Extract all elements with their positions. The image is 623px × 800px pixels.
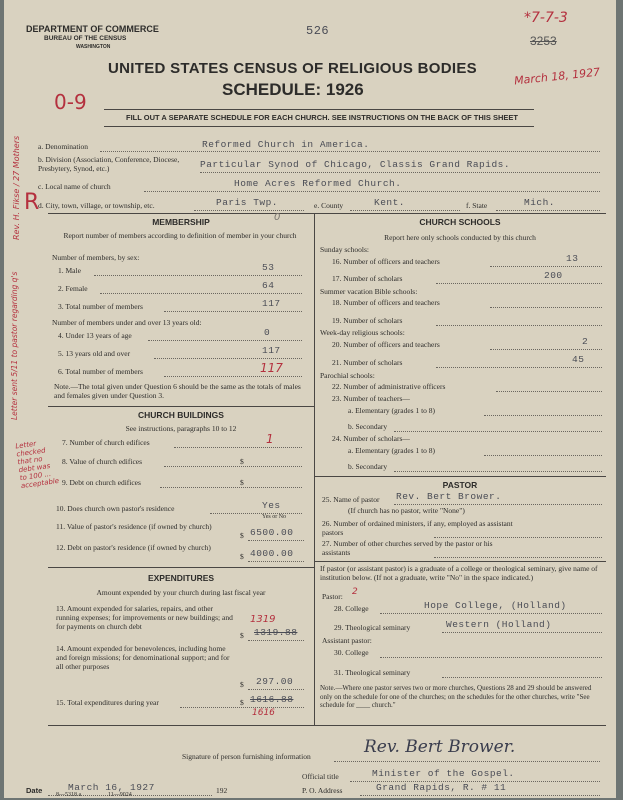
q15-red-correction: 1616 (252, 708, 275, 718)
q12-label: 12. Debt on pastor's residence (if owned by church) (56, 543, 211, 552)
q22-label: 22. Number of administrative officers (332, 382, 446, 391)
official-title-label: Official title (302, 772, 339, 781)
margin-note-r: R (24, 190, 40, 215)
q28-label: 28. College (334, 604, 369, 613)
signature: Rev. Bert Brower. (364, 737, 516, 757)
city-name: WASHINGTON (76, 44, 111, 50)
bureau-name: BUREAU OF THE CENSUS (44, 35, 127, 42)
division-value: Particular Synod of Chicago, Classis Grand Rapids. (200, 159, 511, 170)
corner-mark: *7-7-3 (524, 10, 568, 26)
q21-label: 21. Number of scholars (332, 358, 403, 367)
q13-label: 13. Amount expended for salaries, repairs, and other running expenses; for improvements or new buildings; and for payments on church debt (56, 604, 233, 631)
q17-label: 17. Number of scholars (332, 274, 403, 283)
q6-value: 117 (260, 361, 283, 375)
q4-label: 4. Under 13 years of age (58, 331, 132, 340)
q21-value: 45 (572, 354, 585, 365)
q11-label: 11. Value of pastor's residence (if owned by church) (56, 522, 212, 531)
pastor-title: PASTOR (442, 480, 478, 490)
received-date-note: March 18, 1927 (513, 65, 601, 88)
denomination-value: Reformed Church in America. (202, 139, 370, 150)
q1-label: 1. Male (58, 266, 81, 275)
q16-label: 16. Number of officers and teachers (332, 257, 440, 266)
q31-label: 31. Theological seminary (334, 668, 411, 677)
expenditures-title: EXPENDITURES (147, 573, 215, 583)
q16-value: 13 (566, 253, 579, 264)
county-label: e. County (314, 201, 344, 210)
q8-label: 8. Value of church edifices (62, 457, 143, 466)
q15-label: 15. Total expenditures during year (56, 698, 159, 707)
po-address-label: P. O. Address (302, 786, 343, 795)
pastor-subheading: Pastor: (322, 592, 343, 601)
membership-note: Note.—The total given under Question 6 should be the same as the totals of males and females given under Question 3. (54, 382, 301, 400)
state-label: f. State (466, 201, 488, 210)
signature-label: Signature of person furnishing information (182, 752, 311, 761)
department-name: DEPARTMENT OF COMMERCE (26, 24, 159, 34)
official-title-value: Minister of the Gospel. (372, 768, 515, 779)
q26-label: 26. Number of ordained ministers, if any, employed as assistant pastors (322, 519, 513, 537)
membership-title: MEMBERSHIP (152, 217, 210, 227)
graduate-note: If pastor (or assistant pastor) is a graduate of a college or theological seminary, give name of institution below. (If not a graduate, write "No" in the space indicated.) (320, 564, 598, 582)
q28-value: Hope College, (Holland) (424, 600, 567, 611)
q23b-label: b. Secondary (348, 422, 388, 431)
by-sex-heading: Number of members, by sex: (52, 253, 140, 262)
q5-value: 117 (262, 345, 281, 356)
q10-hint: Yes or No (262, 514, 287, 520)
census-schedule-sheet (4, 0, 616, 798)
schools-title: CHURCH SCHOOLS (419, 217, 501, 227)
assistant-subheading: Assistant pastor: (322, 636, 372, 645)
q2-value: 64 (262, 280, 275, 291)
q14-dollar: $ (240, 680, 244, 689)
form-number: 526 (306, 24, 330, 38)
date-label: Date (26, 786, 43, 795)
instructions-line: FILL OUT A SEPARATE SCHEDULE FOR EACH CHURCH. SEE INSTRUCTIONS ON THE BACK OF THIS SHEET (126, 113, 518, 122)
city-label: d. City, town, village, or township, etc. (38, 201, 155, 210)
q9-dollar: $ (240, 478, 244, 487)
local-name-label: c. Local name of church (38, 182, 111, 191)
q29-label: 29. Theological seminary (334, 623, 411, 632)
q11-value: 6500.00 (250, 527, 294, 538)
q14-label: 14. Amount expended for benevolences, including home and foreign missions; for denominational support; and for all other purposes (56, 644, 230, 671)
q2-label: 2. Female (58, 284, 88, 293)
print-code-2: 11—9024 (108, 792, 132, 798)
form-subtitle: SCHEDULE: 1926 (222, 80, 364, 99)
q12-dollar: $ (240, 552, 244, 561)
q9-label: 9. Debt on church edifices (62, 478, 141, 487)
summer-heading: Summer vacation Bible schools: (320, 287, 418, 296)
q24a-label: a. Elementary (grades 1 to 8) (348, 446, 436, 455)
q1-value: 53 (262, 262, 275, 273)
pastor-red-mark: 2 (352, 587, 358, 597)
q5-label: 5. 13 years old and over (58, 349, 131, 358)
q14-value: 297.00 (256, 676, 294, 687)
po-address-value: Grand Rapids, R. # 11 (376, 782, 507, 793)
q17-value: 200 (544, 270, 563, 281)
q4-value: 0 (264, 327, 271, 338)
margin-note-top: Rev. H. Fikse / 27 Mothers (12, 135, 21, 240)
parochial-heading: Parochial schools: (320, 371, 375, 380)
q13-dollar: $ (240, 631, 244, 640)
q12-value: 4000.00 (250, 548, 294, 559)
county-value: Kent. (374, 197, 406, 208)
q8-dollar: $ (240, 457, 244, 466)
margin-note-mid: Letter sent 5/11 to pastor regarding q's (10, 271, 19, 420)
q10-value: Yes (262, 500, 281, 511)
q13-value: 1319.88 (254, 627, 298, 638)
q23-label: 23. Number of teachers— (332, 394, 410, 403)
q7-label: 7. Number of church edifices (62, 438, 150, 447)
q18-label: 18. Number of officers and teachers (332, 298, 440, 307)
date-value: March 16, 1927 (68, 782, 155, 793)
q24b-label: b. Secondary (348, 462, 388, 471)
q24-label: 24. Number of scholars— (332, 434, 410, 443)
q6-label: 6. Total number of members (58, 367, 143, 376)
local-name-value: Home Acres Reformed Church. (234, 178, 402, 189)
form-title: UNITED STATES CENSUS OF RELIGIOUS BODIES (108, 60, 477, 77)
q15-value: 1616.88 (250, 694, 294, 705)
denomination-label: a. Denomination (38, 142, 88, 151)
q3-label: 3. Total number of members (58, 302, 143, 311)
q30-label: 30. College (334, 648, 369, 657)
weekday-heading: Week-day religious schools: (320, 328, 405, 337)
print-code: 8—5318 a (56, 792, 82, 798)
division-label: b. Division (Association, Conference, Diocese, Presbytery, Synod, etc.) (38, 155, 180, 173)
membership-intro: Report number of members according to definition of member in your church (63, 231, 297, 240)
sunday-heading: Sunday schools: (320, 245, 369, 254)
q11-dollar: $ (240, 531, 244, 540)
q25-label: 25. Name of pastor (322, 495, 380, 504)
pastor-note: Note.—Where one pastor serves two or more churches, Questions 28 and 29 should be answered only on the schedule for one of the churches; on the schedules for the other churches, write "See schedule for ____ church." (320, 684, 592, 709)
q25-value: Rev. Bert Brower. (396, 491, 502, 502)
expenditures-intro: Amount expended by your church during last fiscal year (96, 588, 266, 597)
year-suffix: 192 (216, 786, 228, 795)
margin-note-bottom: Letter checked that no debt was to 100 ... acceptable (14, 439, 60, 491)
q10-label: 10. Does church own pastor's residence (56, 504, 175, 513)
q20-label: 20. Number of officers and teachers (332, 340, 440, 349)
q19-label: 19. Number of scholars (332, 316, 403, 325)
state-value: Mich. (524, 197, 556, 208)
q20-value: 2 (582, 336, 589, 347)
age-heading: Number of members under and over 13 years old: (52, 318, 202, 327)
q29-value: Western (Holland) (446, 619, 552, 630)
q13-red-correction: 1319 (250, 614, 276, 625)
q27-label: 27. Number of other churches served by the pastor or his assistants (322, 539, 493, 557)
schools-intro: Report here only schools conducted by this church (384, 233, 536, 242)
stamp-number: 3253 (530, 34, 557, 48)
q3-value: 117 (262, 298, 281, 309)
city-value: Paris Twp. (216, 197, 279, 208)
buildings-title: CHURCH BUILDINGS (138, 410, 224, 420)
q7-value: 1 (266, 432, 274, 446)
q15-dollar: $ (240, 698, 244, 707)
membership-tick: 0 (274, 212, 281, 223)
red-code: 0-9 (54, 90, 87, 114)
q25-hint: (If church has no pastor, write "None") (348, 506, 465, 515)
q23a-label: a. Elementary (grades 1 to 8) (348, 406, 436, 415)
buildings-instructions: See instructions, paragraphs 10 to 12 (125, 424, 237, 433)
